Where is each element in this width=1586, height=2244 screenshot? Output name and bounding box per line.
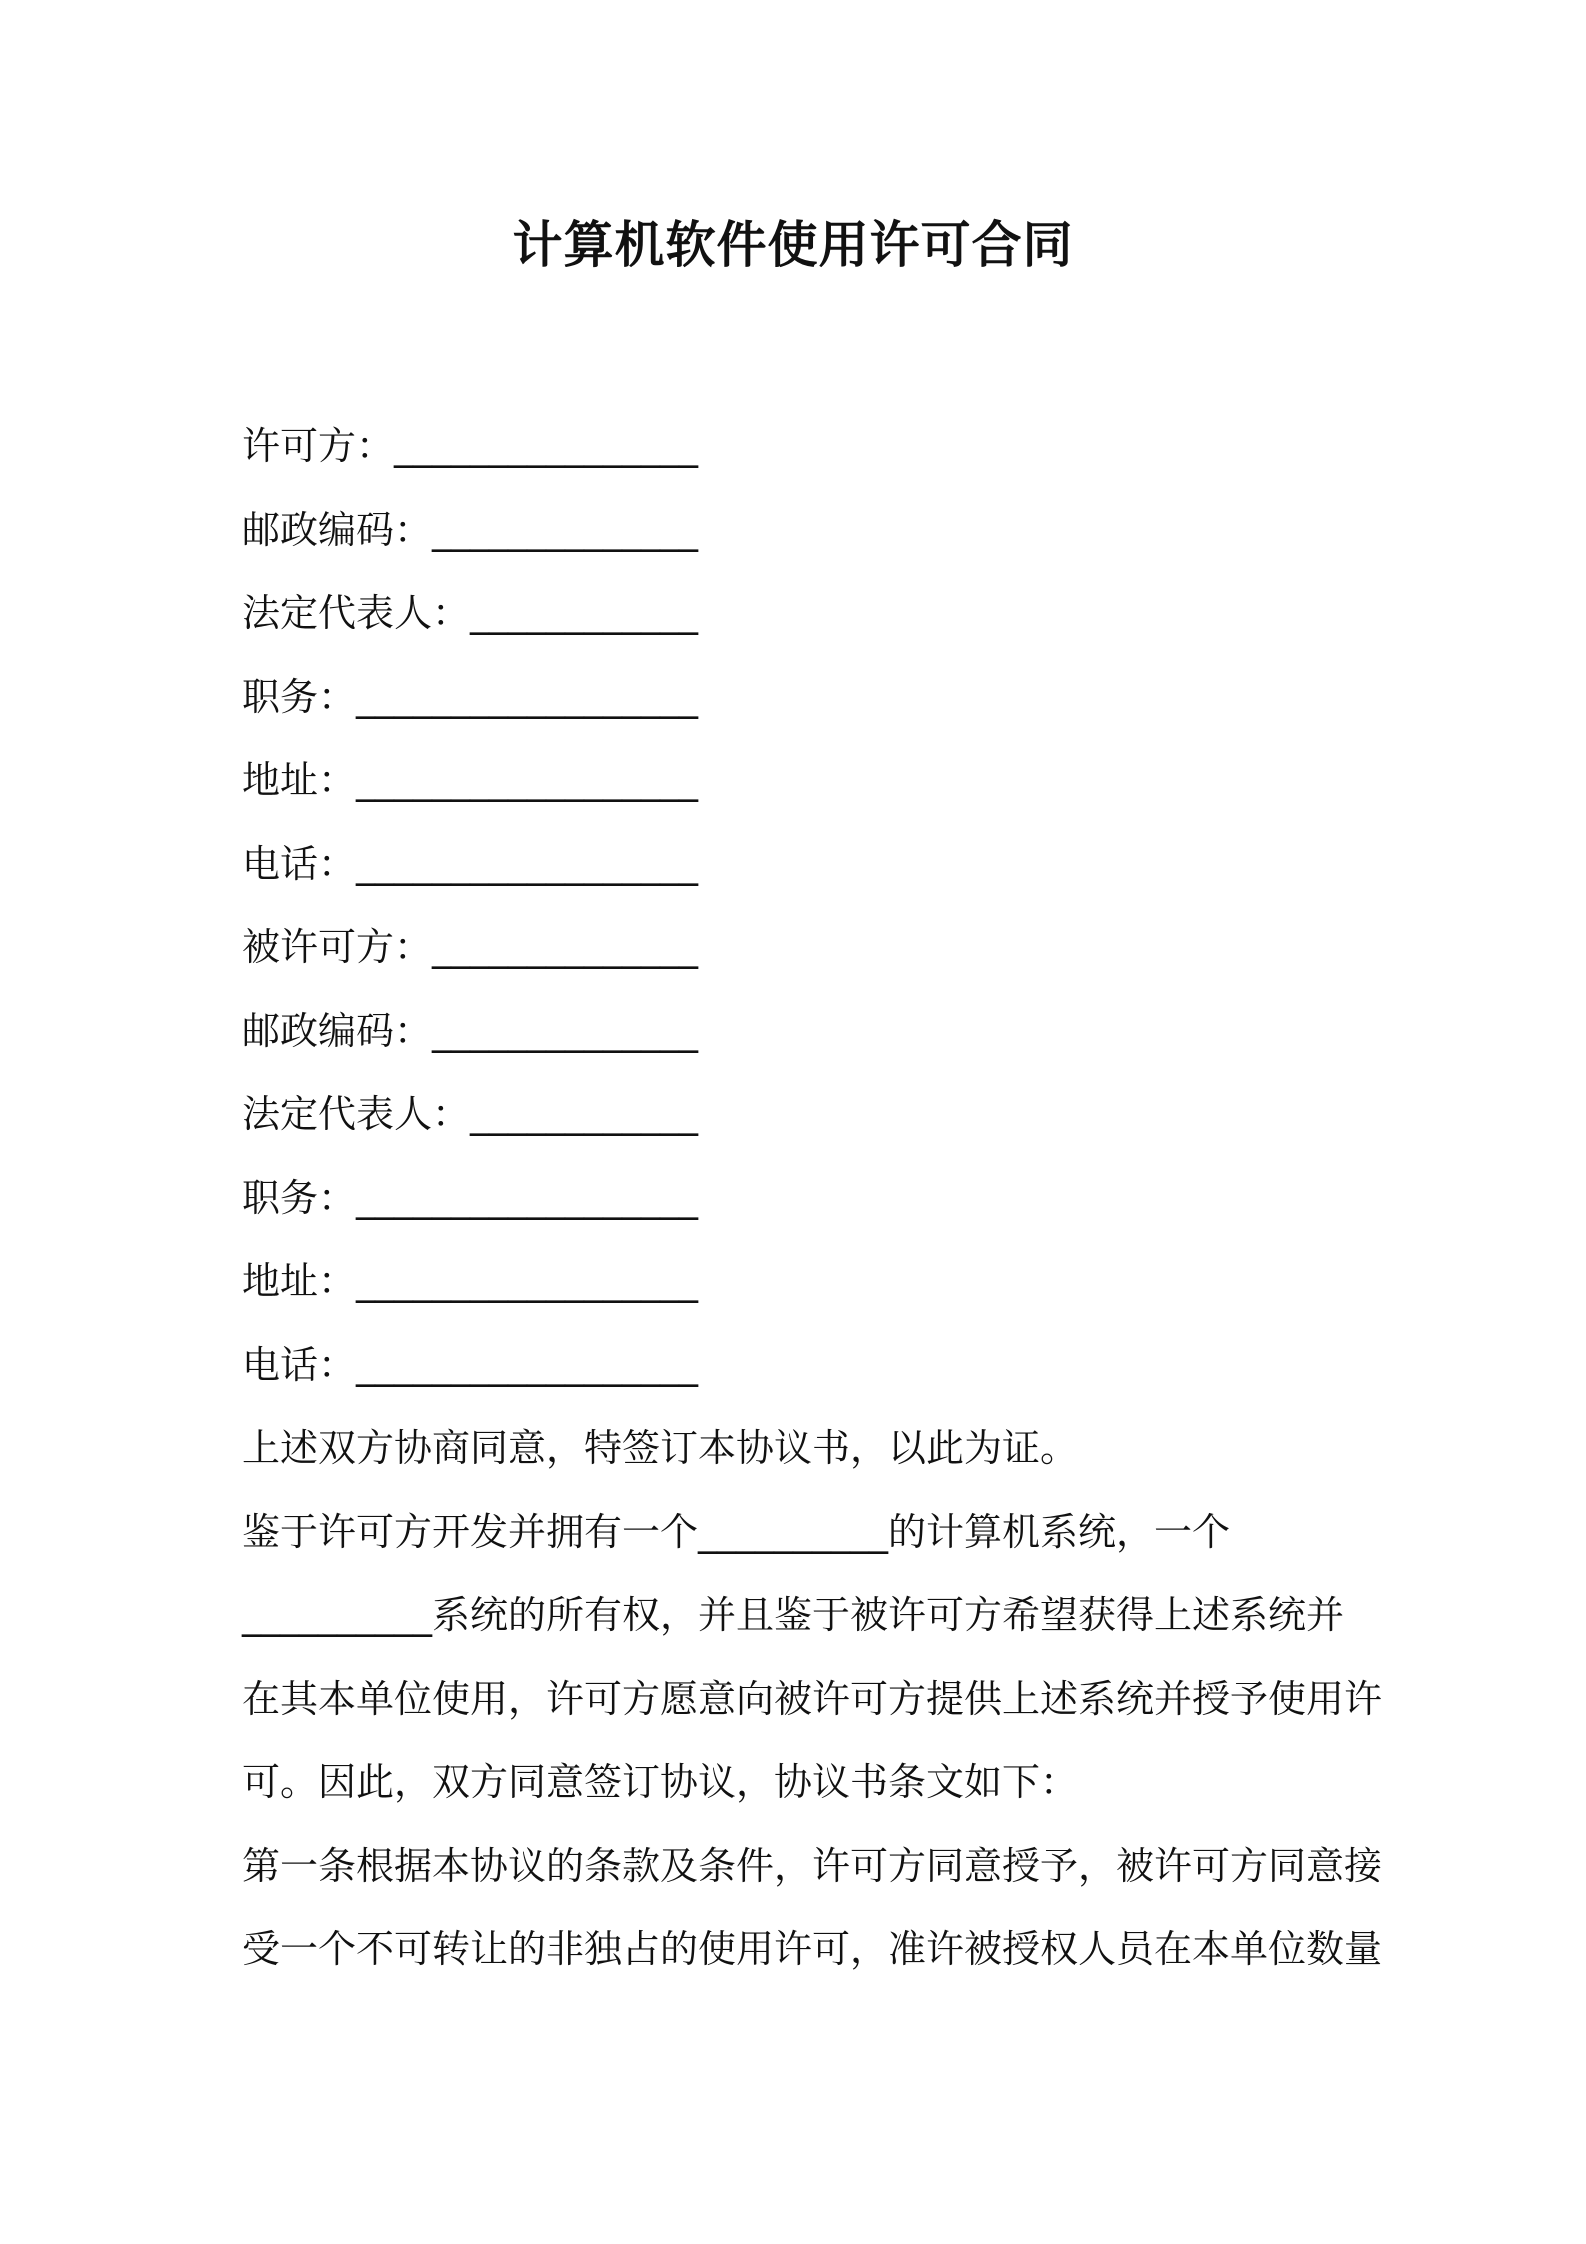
licensor-field <box>242 405 1362 489</box>
preamble-line: 可。因此，双方同意签订协议，协议书条文如下： <box>242 1760 1079 1804</box>
licensor-phone-field <box>242 823 1362 907</box>
preamble-line: 鉴于许可方开发并拥有一个__________的计算机系统，一个 <box>242 1509 1231 1554</box>
field-blank: ________________ <box>394 424 699 468</box>
licensee-position-field <box>242 1157 1362 1241</box>
field-blank: ______________ <box>432 507 699 552</box>
field-blank: __________________ <box>356 841 699 886</box>
article-line: 第一条根据本协议的条款及条件，许可方同意授予，被许可方同意接 <box>242 1843 1383 1888</box>
article-1-paragraph <box>242 1825 1383 1992</box>
field-label: 地址： <box>242 758 357 802</box>
document-title: 计算机软件使用许可合同 <box>512 216 1074 274</box>
licensee-legal-rep-field <box>242 1073 1362 1157</box>
field-blank: ______________ <box>432 1008 699 1053</box>
field-label: 许可方： <box>242 424 395 468</box>
field-label: 职务： <box>242 674 357 719</box>
field-blank: __________________ <box>356 1342 699 1387</box>
field-label: 被许可方： <box>242 925 433 969</box>
preamble-paragraph <box>242 1491 1383 1825</box>
licensor-legal-rep-field <box>242 572 1362 656</box>
licensee-postcode-field <box>242 990 1362 1074</box>
licensor-address-field <box>242 739 1362 823</box>
document-body <box>242 405 1383 1992</box>
field-blank: __________________ <box>356 1175 699 1220</box>
field-label: 地址： <box>242 1259 357 1303</box>
field-label: 邮政编码： <box>242 1008 433 1053</box>
field-blank: __________________ <box>356 674 699 719</box>
field-blank: ____________ <box>470 1092 699 1136</box>
article-line: 受一个不可转让的非独占的使用许可，准许被授权人员在本单位数量 <box>242 1927 1383 1971</box>
preamble-line: __________系统的所有权，并且鉴于被许可方希望获得上述系统并 <box>242 1593 1345 1637</box>
field-blank: ____________ <box>470 591 699 635</box>
field-blank: __________________ <box>356 758 699 802</box>
preamble-line: 在其本单位使用，许可方愿意向被许可方提供上述系统并授予使用许 <box>242 1676 1383 1721</box>
field-blank: ______________ <box>432 925 699 969</box>
field-label: 法定代表人： <box>242 1092 471 1136</box>
field-label: 电话： <box>242 1342 357 1387</box>
licensee-address-field <box>242 1240 1362 1324</box>
field-label: 电话： <box>242 841 357 886</box>
licensor-position-field <box>242 656 1362 740</box>
field-label: 职务： <box>242 1175 357 1220</box>
agreement-statement <box>242 1407 1362 1491</box>
licensee-field <box>242 906 1362 990</box>
licensor-postcode-field <box>242 489 1362 573</box>
statement-line: 上述双方协商同意，特签订本协议书，以此为证。 <box>242 1426 1079 1470</box>
field-label: 法定代表人： <box>242 591 471 635</box>
field-blank: __________________ <box>356 1259 699 1303</box>
licensee-phone-field <box>242 1324 1362 1408</box>
field-label: 邮政编码： <box>242 507 433 552</box>
